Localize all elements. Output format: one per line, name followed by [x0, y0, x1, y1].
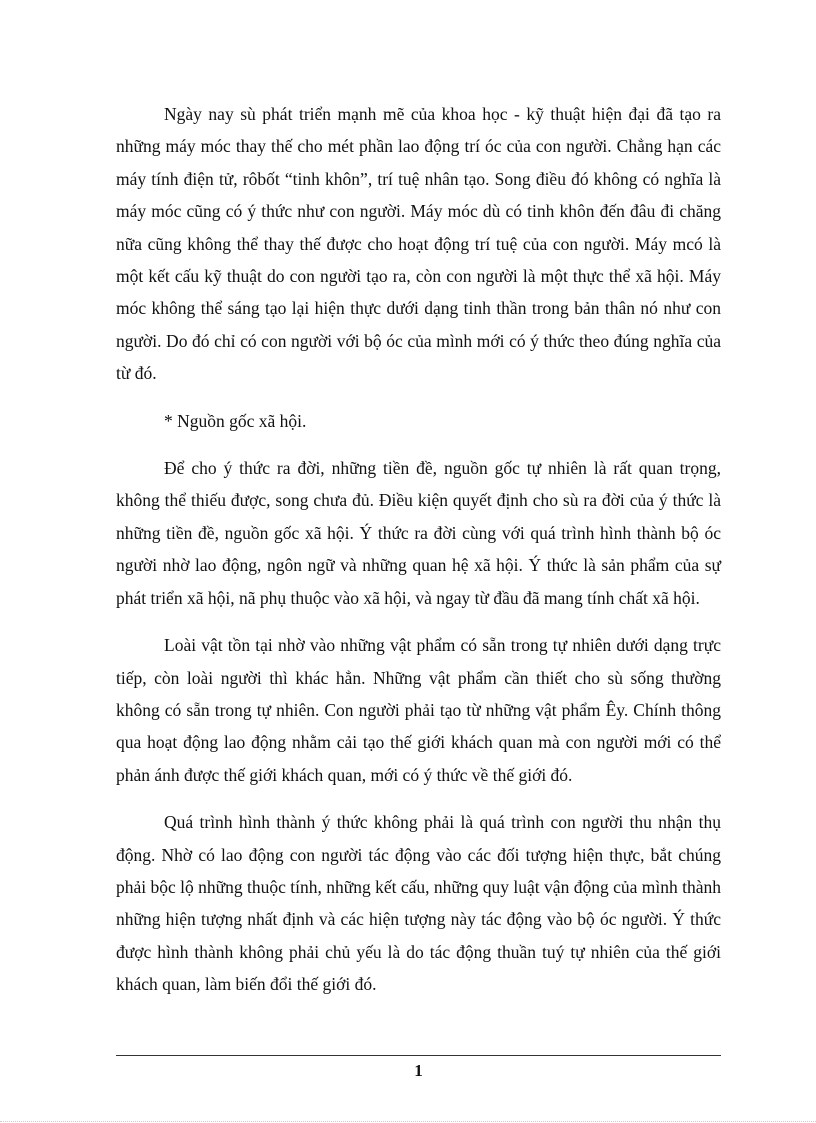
footer-divider — [116, 1055, 721, 1056]
paragraph-social-conditions: Để cho ý thức ra đời, những tiền đề, nguồn gốc tự nhiên là rất quan trọng, không thể thiếu được, song chưa đủ. Điều kiện quyết định cho sù ra đời của ý thức là những tiền đề, nguồn gốc xã hội. Ý thức ra đời cùng với quá trình hình thành bộ óc người nhờ lao động, ngôn ngữ và những quan hệ xã hội. Ý thức là sản phẩm của sự phát triển xã hội, nã phụ thuộc vào xã hội, và ngay từ đầu đã mang tính chất xã hội. — [116, 458, 721, 608]
paragraph-animals-vs-humans: Loài vật tồn tại nhờ vào những vật phẩm có sẵn trong tự nhiên dưới dạng trực tiếp, còn loài người thì khác hẳn. Những vật phẩm cần thiết cho sù sống thường không có sẵn trong tự nhiên. Con người phải tạo từ những vật phẩm Êy. Chính thông qua hoạt động lao động nhằm cải tạo thế giới khách quan mà con người mới có thể phản ánh được thế giới khách quan, mới có ý thức về thế giới đó. — [116, 635, 721, 785]
section-heading-social-origin: * Nguồn gốc xã hội. — [164, 410, 307, 431]
page-bottom-edge — [0, 1121, 816, 1122]
paragraph-formation-of-consciousness: Quá trình hình thành ý thức không phải là quá trình con người thu nhận thụ động. Nhờ có lao động con người tác động vào các đối tượng hiện thực, bắt chúng phải bộc lộ những thuộc tính, những kết cấu, những quy luật vận động của mình thành những hiện tượng nhất định và các hiện tượng này tác động vào bộ óc người. Ý thức được hình thành không phải chủ yếu là do tác động thuần tuý tự nhiên của thế giới khách quan, làm biến đổi thế giới đó. — [116, 812, 721, 995]
document-body — [116, 98, 721, 1016]
paragraph-machines-vs-humans: Ngày nay sù phát triển mạnh mẽ của khoa học - kỹ thuật hiện đại đã tạo ra những máy móc thay thế cho mét phần lao động trí óc của con người. Chẳng hạn các máy tính điện tử, rôbốt “tinh khôn”, trí tuệ nhân tạo. Song điều đó không có nghĩa là máy móc cũng có ý thức như con người. Máy móc dù có tinh khôn đến đâu đi chăng nữa cũng không thể thay thế được cho hoạt động trí tuệ của con người. Máy mcó là một kết cấu kỹ thuật do con người tạo ra, còn con người là một thực thể xã hội. Máy móc không thể sáng tạo lại hiện thực dưới dạng tinh thần trong bản thân nó như con người. Do đó chỉ có con người với bộ óc của mình mới có ý thức theo đúng nghĩa của từ đó. — [116, 104, 721, 384]
page-number: 1 — [414, 1061, 423, 1080]
